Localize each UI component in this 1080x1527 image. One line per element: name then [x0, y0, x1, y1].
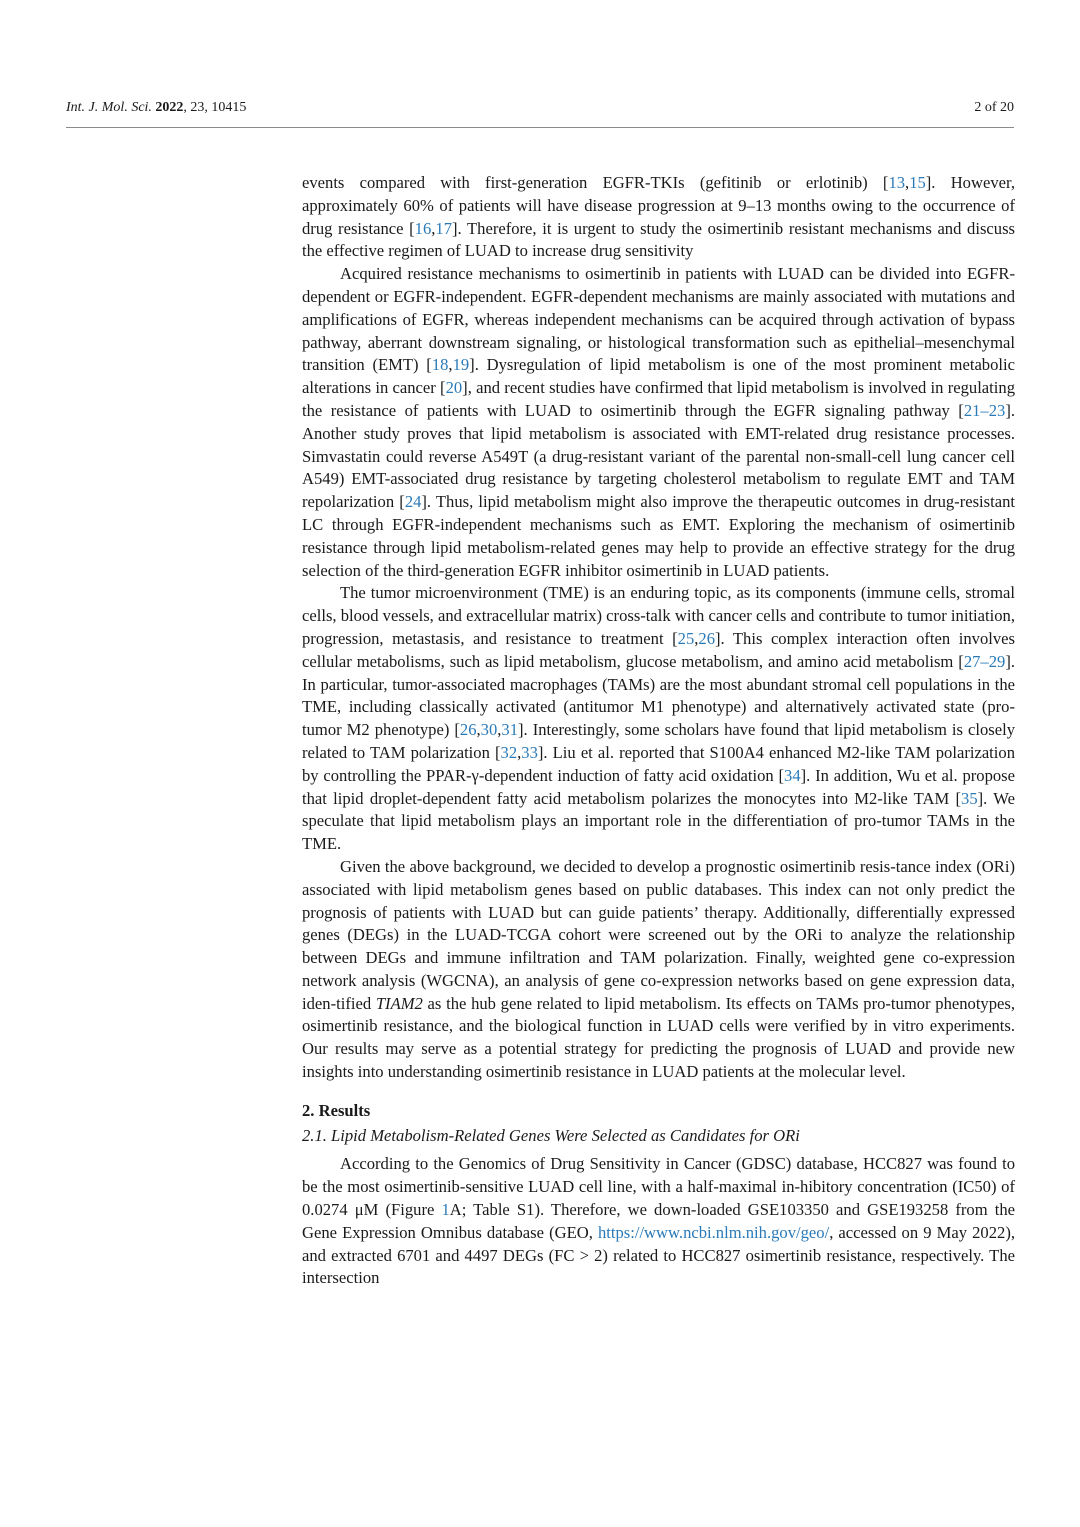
citation-link[interactable]: 30 — [480, 720, 498, 740]
citation-link[interactable]: 32 — [500, 742, 518, 762]
citation-link[interactable]: 35 — [961, 788, 978, 808]
journal-volume: , 23, 10415 — [183, 100, 247, 115]
paragraph: The tumor microenvironment (TME) is an enduring topic, as its components (immune cells, stromal cells, blood vessels, and extracellular matrix) cross-talk with cancer cells and contribute to tumor initiation, progression, metastasis, and resistance to treatment [25,26]. This complex interaction often involves cellular metabolisms, such as lipid metabolism, glucose metabolism, and amino acid metabolism [27–29]. In particular, tumor-associated macrophages (TAMs) are the most abundant stromal cell populations in the TME, including classically activated (antitumor M1 phenotype) and alternatively activated state (pro-tumor M2 phenotype) [26,30,31]. Interestingly, some scholars have found that lipid metabolism is closely related to TAM polarization [32,33]. Liu et al. reported that S100A4 enhanced M2-like TAM polarization by controlling the PPAR-γ-dependent induction of fatty acid oxidation [34]. In addition, Wu et al. propose that lipid droplet-dependent fatty acid metabolism polarizes the monocytes into M2-like TAM [35]. We speculate that lipid metabolism plays an important role in the differentiation of pro-tumor TAMs in the TME. — [302, 583, 1015, 854]
citation-link[interactable]: 21–23 — [963, 400, 1006, 420]
gene-name: TIAM2 — [375, 993, 423, 1013]
citation-link[interactable]: 26 — [698, 628, 715, 648]
subsection-heading: 2.1. Lipid Metabolism-Related Genes Were Selected as Candidates for ORi — [302, 1125, 800, 1145]
journal-name: Int. J. Mol. Sci. — [66, 100, 152, 115]
citation-link[interactable]: 17 — [435, 218, 452, 238]
citation-link[interactable]: 16 — [414, 218, 432, 238]
main-text-column — [302, 172, 1015, 1290]
running-header — [66, 100, 1014, 122]
journal-year: 2022 — [155, 100, 184, 115]
citation-link[interactable]: 26 — [459, 720, 477, 740]
paragraph: Given the above background, we decided to develop a prognostic osimertinib resis-tance index (ORi) associated with lipid metabolism genes based on public databases. This index can not only predict the prognosis of patients with LUAD but can guide patients’ therapy. Additionally, differentially expressed genes (DEGs) in the LUAD-TCGA cohort were screened out by the ORi to analyze the relationship between DEGs and immune infiltration and TAM polarization. Finally, weighted gene co-expression network analysis (WGCNA), an analysis of gene co-expression networks based on gene expression data, iden-tified TIAM2 as the hub gene related to lipid metabolism. Its effects on TAMs pro-tumor phenotypes, osimertinib resistance, and the biological function in LUAD cells were verified by in vitro experiments. Our results may serve as a potential strategy for predicting the prognosis of LUAD and provide new insights into understanding osimertinib resistance in LUAD patients at the molecular level. — [302, 856, 1015, 1082]
journal-citation — [66, 100, 246, 122]
section-heading: 2. Results — [302, 1100, 371, 1120]
paragraph: Acquired resistance mechanisms to osimertinib in patients with LUAD can be divided into EGFR-dependent or EGFR-independent. EGFR-dependent mechanisms are mainly associated with mutations and amplifications of EGFR, whereas independent mechanisms can be acquired through activation of bypass pathway, aberrant downstream signaling, or histological transformation such as epithelial–mesenchymal transition (EMT) [18,19]. Dysregulation of lipid metabolism is one of the most prominent metabolic alterations in cancer [20], and recent studies have confirmed that lipid metabolism is involved in regulating the resistance of patients with LUAD to osimertinib through the EGFR signaling pathway [21–23]. Another study proves that lipid metabolism is associated with EMT-related drug resistance processes. Simvastatin could reverse A549T (a drug-resistant variant of the parental non-small-cell lung cancer cell A549) EMT-associated drug resistance by targeting cholesterol metabolism to regulate EMT and TAM repolarization [24]. Thus, lipid metabolism might also improve the therapeutic outcomes in drug-resistant LC through EGFR-independent mechanisms such as EMT. Exploring the mechanism of osimertinib resistance through lipid metabolism-related genes may help to provide an effective strategy for the drug selection of the third-generation EGFR inhibitor osimertinib in LUAD patients. — [302, 264, 1015, 580]
citation-link[interactable]: 20 — [445, 378, 463, 398]
citation-link[interactable]: 25 — [677, 628, 695, 648]
citation-link[interactable]: 13 — [888, 173, 906, 192]
citation-link[interactable]: 15 — [909, 173, 926, 192]
citation-link[interactable]: 18 — [431, 355, 449, 375]
header-rule — [66, 127, 1014, 128]
paragraph: According to the Genomics of Drug Sensitivity in Cancer (GDSC) database, HCC827 was found to be the most osimertinib-sensitive LUAD cell line, with a half-maximal in-hibitory concentration (IC50) of 0.0274 μM (Figure 1A; Table S1). Therefore, we down-loaded GSE103350 and GSE193258 from the Gene Expression Omnibus database (GEO, https://www.ncbi.nlm.nih.gov/geo/, accessed on 9 May 2022), and extracted 6701 and 4497 DEGs (FC > 2) related to HCC827 osimertinib resistance, respectively. The intersection — [302, 1154, 1015, 1288]
paragraph: events compared with first-generation EGFR-TKIs (gefitinib or erlotinib) [13,15]. However, approximately 60% of patients will have disease progression at 9–13 months owing to the occurrence of drug resistance [16,17]. Therefore, it is urgent to study the osimertinib resistant mechanisms and discuss the effective regimen of LUAD to increase drug sensitivity — [302, 173, 1015, 261]
citation-link[interactable]: 33 — [521, 742, 538, 762]
url-link[interactable]: https://www.ncbi.nlm.nih.gov/geo/ — [597, 1222, 830, 1242]
citation-link[interactable]: 19 — [452, 355, 470, 375]
citation-link[interactable]: 31 — [501, 720, 518, 740]
citation-link[interactable]: 34 — [784, 765, 801, 785]
citation-link[interactable]: 24 — [404, 492, 422, 512]
citation-link[interactable]: 27–29 — [963, 651, 1006, 671]
page-number: 2 of 20 — [974, 100, 1014, 115]
citation-link[interactable]: 1 — [441, 1200, 450, 1220]
